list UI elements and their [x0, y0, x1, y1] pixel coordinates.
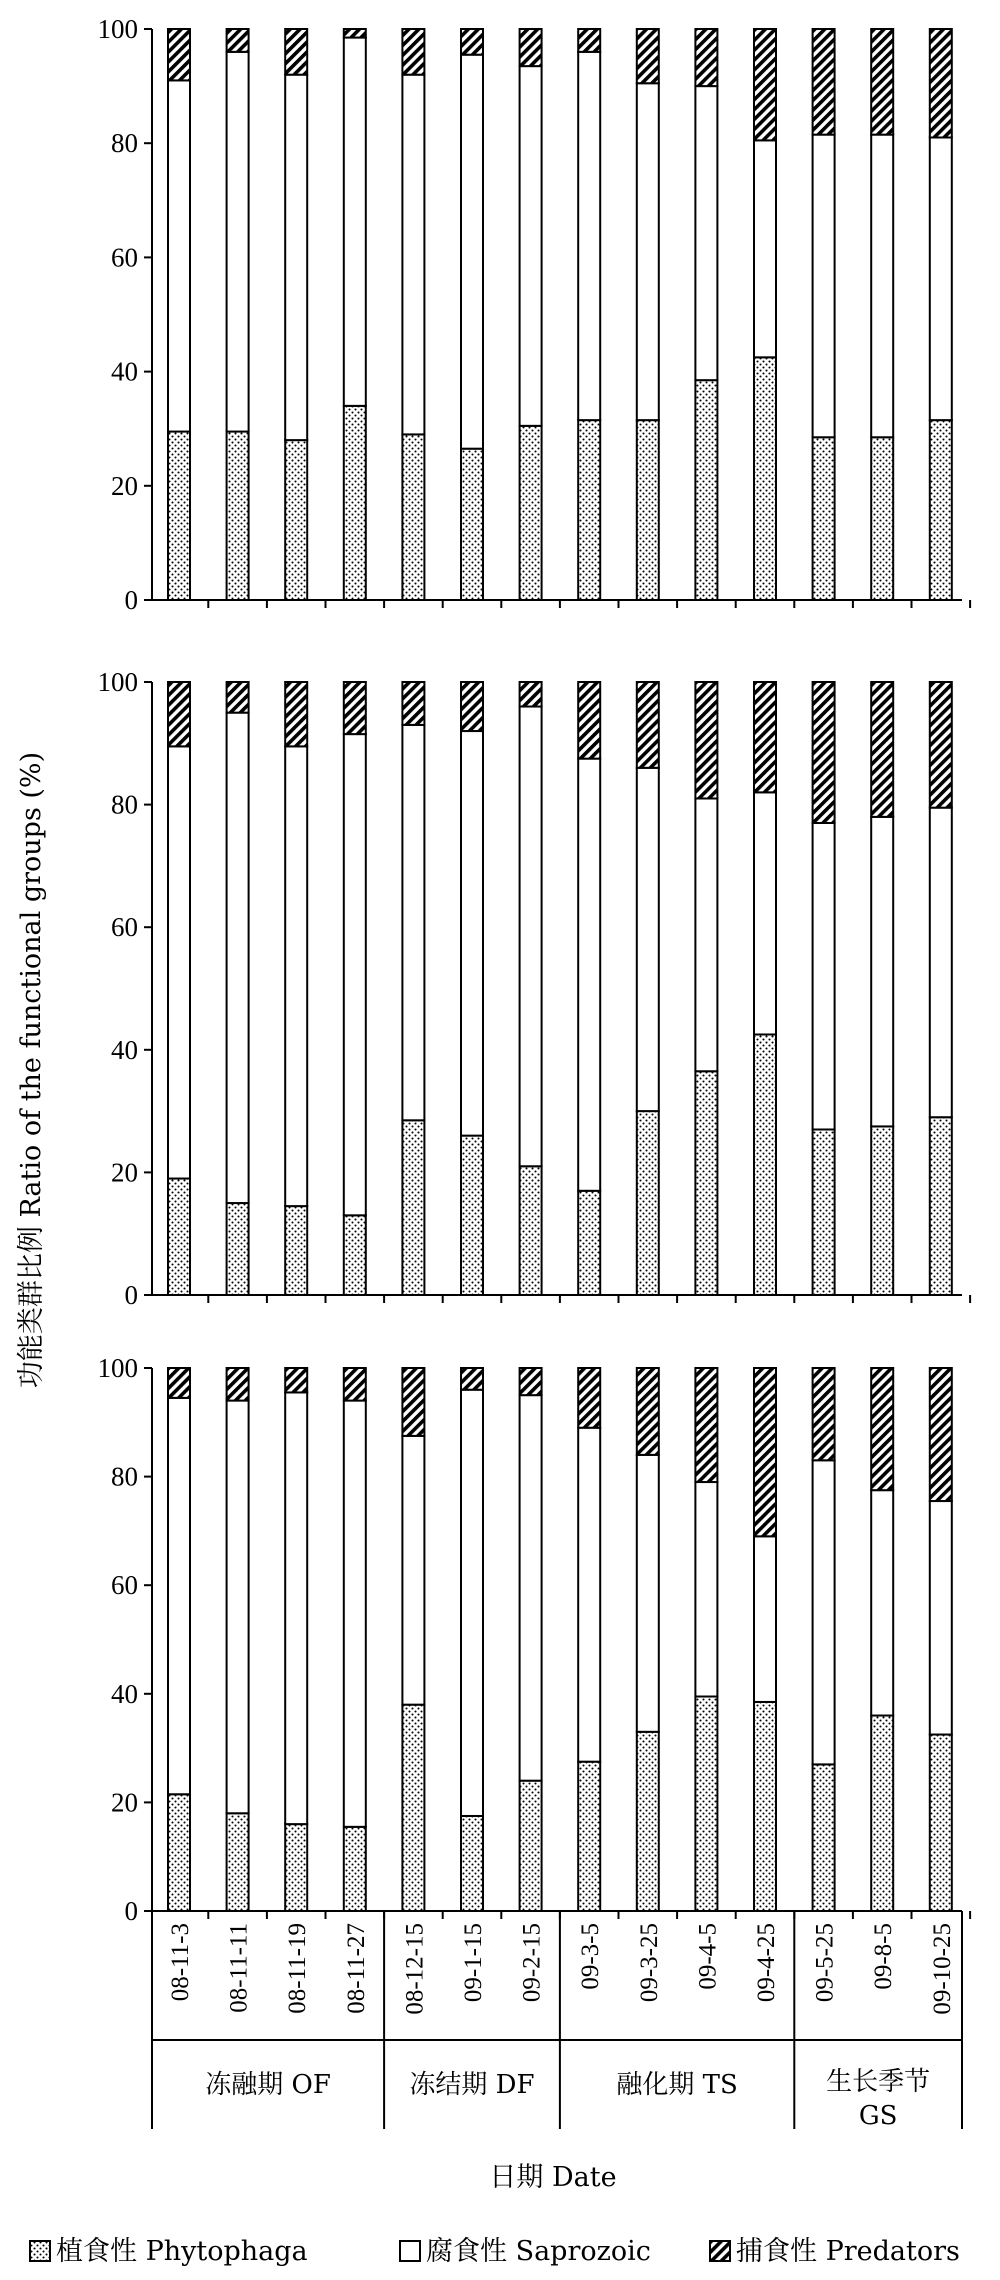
bar-segment-predators [930, 682, 952, 808]
bar-segment-saprozoic [402, 725, 424, 1120]
x-category-label: 09-5-25 [811, 1923, 839, 2003]
bar-segment-phytophaga [871, 437, 893, 600]
bar-segment-saprozoic [871, 1490, 893, 1715]
bar-segment-predators [520, 29, 542, 66]
bar-segment-phytophaga [168, 432, 190, 600]
bar-segment-predators [344, 682, 366, 734]
bar-segment-saprozoic [813, 1460, 835, 1764]
group-label: 融化期 TS [616, 2070, 738, 2100]
x-category-label: 09-8-5 [870, 1923, 898, 1990]
bar-segment-predators [227, 29, 249, 52]
bar-segment-saprozoic [871, 135, 893, 438]
y-tick-label: 20 [111, 470, 138, 501]
x-category-label: 09-4-5 [694, 1923, 722, 1990]
bar-segment-phytophaga [461, 1136, 483, 1295]
y-tick-label: 0 [124, 1280, 138, 1310]
y-tick-label: 60 [111, 242, 138, 273]
bar-segment-predators [930, 29, 952, 137]
bar-segment-phytophaga [695, 380, 717, 600]
bar-segment-phytophaga [227, 1813, 249, 1911]
bar-segment-saprozoic [930, 137, 952, 420]
bar-segment-phytophaga [813, 437, 835, 600]
bar-segment-predators [285, 682, 307, 746]
bar-segment-phytophaga [871, 1126, 893, 1295]
bar-segment-phytophaga [461, 1816, 483, 1911]
bar-segment-saprozoic [754, 792, 776, 1034]
y-tick-label: 80 [111, 128, 138, 159]
bar-segment-saprozoic [930, 808, 952, 1118]
bar-segment-saprozoic [637, 1455, 659, 1732]
y-tick-label: 20 [111, 1787, 138, 1818]
bar-segment-predators [461, 682, 483, 731]
bar-segment-phytophaga [578, 420, 600, 600]
bar-segment-phytophaga [813, 1764, 835, 1911]
bar-segment-saprozoic [695, 798, 717, 1071]
bar-segment-predators [344, 1368, 366, 1401]
bar-segment-phytophaga [930, 1117, 952, 1295]
bar-segment-saprozoic [227, 713, 249, 1203]
bar-segment-phytophaga [402, 1120, 424, 1295]
bar-segment-saprozoic [285, 1392, 307, 1824]
group-label: 冻融期 OF [205, 2070, 331, 2100]
bar-segment-saprozoic [520, 707, 542, 1167]
bar-segment-phytophaga [285, 440, 307, 600]
legend-label: 捕食性 Predators [736, 2236, 960, 2267]
bar-segment-phytophaga [637, 1732, 659, 1911]
legend-label: 植食性 Phytophaga [56, 2236, 308, 2267]
bar-segment-predators [461, 1368, 483, 1390]
bar-segment-predators [754, 682, 776, 792]
group-label: 生长季节 [826, 2067, 931, 2097]
bar-segment-predators [637, 682, 659, 768]
bar-segment-predators [813, 1368, 835, 1460]
y-tick-label: 0 [124, 1896, 138, 1926]
x-category-label: 09-10-25 [928, 1923, 956, 2015]
y-tick-label: 60 [111, 912, 138, 943]
bar-segment-saprozoic [168, 80, 190, 431]
bar-segment-saprozoic [168, 746, 190, 1178]
panel-3 [98, 1353, 971, 1926]
panel-1 [98, 14, 971, 615]
bar-segment-saprozoic [578, 759, 600, 1191]
bar-segment-predators [930, 1368, 952, 1501]
bar-segment-saprozoic [168, 1398, 190, 1794]
bar-segment-saprozoic [227, 1401, 249, 1814]
bar-segment-phytophaga [344, 406, 366, 600]
legend-label: 腐食性 Saprozoic [426, 2236, 651, 2267]
bar-segment-saprozoic [520, 1395, 542, 1781]
bar-segment-phytophaga [813, 1129, 835, 1295]
bar-segment-phytophaga [168, 1794, 190, 1911]
bar-segment-phytophaga [578, 1762, 600, 1911]
y-tick-label: 20 [111, 1157, 138, 1188]
bar-segment-predators [695, 29, 717, 86]
x-category-label: 08-11-19 [284, 1923, 312, 2014]
bar-segment-saprozoic [461, 1390, 483, 1816]
bar-segment-saprozoic [402, 1436, 424, 1705]
bar-segment-predators [871, 29, 893, 135]
bar-segment-saprozoic [695, 1482, 717, 1696]
bar-segment-saprozoic [461, 55, 483, 449]
bar-segment-predators [754, 1368, 776, 1536]
bar-segment-predators [285, 29, 307, 75]
bar-segment-saprozoic [578, 52, 600, 420]
bar-segment-saprozoic [578, 1428, 600, 1762]
bar-segment-phytophaga [695, 1071, 717, 1295]
bar-segment-predators [402, 682, 424, 725]
bar-segment-phytophaga [578, 1191, 600, 1295]
bar-segment-saprozoic [402, 75, 424, 435]
bar-segment-predators [168, 1368, 190, 1398]
bar-segment-phytophaga [930, 1735, 952, 1911]
x-category-label: 09-4-25 [753, 1923, 780, 2003]
bar-segment-predators [695, 682, 717, 798]
bar-segment-predators [168, 682, 190, 746]
bar-segment-phytophaga [168, 1179, 190, 1295]
bar-segment-phytophaga [344, 1215, 366, 1295]
bar-segment-phytophaga [637, 1111, 659, 1295]
bar-segment-phytophaga [402, 1705, 424, 1911]
bar-segment-predators [813, 682, 835, 823]
bar-segment-predators [871, 682, 893, 817]
bar-segment-phytophaga [637, 420, 659, 600]
bar-segment-predators [578, 1368, 600, 1428]
bar-segment-saprozoic [344, 38, 366, 406]
y-tick-label: 80 [111, 1461, 138, 1492]
bar-segment-phytophaga [227, 432, 249, 600]
bar-segment-predators [168, 29, 190, 80]
chart-panels [98, 14, 971, 1926]
legend-swatch-dots [30, 2241, 50, 2261]
bar-segment-phytophaga [344, 1827, 366, 1911]
bar-segment-phytophaga [285, 1824, 307, 1911]
bar-segment-phytophaga [227, 1203, 249, 1295]
bar-segment-phytophaga [930, 420, 952, 600]
bar-segment-predators [461, 29, 483, 55]
bar-segment-predators [285, 1368, 307, 1392]
bar-segment-phytophaga [461, 449, 483, 600]
y-tick-label: 100 [97, 14, 138, 44]
x-category-label: 09-1-15 [460, 1923, 487, 2003]
x-category-label: 08-11-27 [342, 1923, 370, 2014]
x-category-label: 08-12-15 [401, 1923, 429, 2015]
bar-segment-saprozoic [637, 83, 659, 420]
bar-segment-phytophaga [754, 357, 776, 600]
bar-segment-saprozoic [227, 52, 249, 432]
bar-segment-saprozoic [285, 746, 307, 1206]
bar-segment-predators [520, 1368, 542, 1395]
bar-segment-phytophaga [695, 1697, 717, 1911]
bar-segment-phytophaga [285, 1206, 307, 1295]
bar-segment-saprozoic [754, 1536, 776, 1702]
bar-segment-saprozoic [930, 1501, 952, 1734]
bar-segment-saprozoic [695, 86, 717, 380]
bar-segment-predators [578, 682, 600, 759]
bar-segment-phytophaga [520, 1781, 542, 1911]
bar-segment-saprozoic [637, 768, 659, 1111]
bar-segment-predators [637, 1368, 659, 1455]
bar-segment-phytophaga [754, 1702, 776, 1911]
y-tick-label: 0 [124, 585, 138, 615]
bar-segment-phytophaga [520, 426, 542, 600]
bar-segment-predators [520, 682, 542, 707]
x-category-label: 09-3-5 [577, 1923, 605, 1990]
bar-segment-predators [227, 1368, 249, 1401]
y-tick-label: 100 [97, 667, 138, 697]
group-label: GS [858, 2101, 898, 2131]
y-tick-label: 80 [111, 789, 138, 820]
x-category-label: 09-2-15 [518, 1923, 546, 2003]
legend-swatch-white [400, 2241, 420, 2261]
bar-segment-saprozoic [344, 1401, 366, 1827]
legend [30, 2236, 960, 2267]
y-tick-label: 100 [97, 1353, 138, 1383]
bar-segment-saprozoic [754, 140, 776, 357]
y-tick-label: 40 [111, 1034, 138, 1065]
bar-segment-predators [813, 29, 835, 135]
panel-2 [98, 667, 971, 1310]
bar-segment-predators [754, 29, 776, 140]
x-axis [152, 1911, 962, 2131]
bar-segment-saprozoic [520, 66, 542, 426]
bar-segment-saprozoic [285, 75, 307, 440]
bar-segment-phytophaga [871, 1716, 893, 1911]
bar-segment-predators [344, 29, 366, 38]
bar-segment-saprozoic [871, 817, 893, 1127]
bar-segment-predators [402, 29, 424, 75]
bar-segment-predators [227, 682, 249, 713]
bar-segment-predators [637, 29, 659, 83]
y-axis-title: 功能类群比例 Ratio of the functional groups (%) [16, 751, 47, 1389]
bar-segment-predators [578, 29, 600, 52]
y-tick-label: 40 [111, 356, 138, 387]
bar-segment-predators [871, 1368, 893, 1490]
bar-segment-predators [402, 1368, 424, 1436]
x-axis-title: 日期 Date [489, 2162, 617, 2193]
bar-segment-saprozoic [813, 823, 835, 1130]
bar-segment-phytophaga [754, 1034, 776, 1295]
legend-swatch-hatch [710, 2241, 730, 2261]
y-tick-label: 60 [111, 1570, 138, 1601]
bar-segment-predators [695, 1368, 717, 1482]
x-category-label: 08-11-11 [225, 1923, 253, 2013]
x-category-label: 08-11-3 [167, 1923, 194, 2002]
bar-segment-saprozoic [461, 731, 483, 1136]
y-tick-label: 40 [111, 1678, 138, 1709]
bar-segment-saprozoic [344, 734, 366, 1215]
group-label: 冻结期 DF [409, 2070, 535, 2100]
bar-segment-phytophaga [402, 434, 424, 600]
bar-segment-phytophaga [520, 1166, 542, 1295]
bar-segment-saprozoic [813, 135, 835, 438]
x-category-label: 09-3-25 [635, 1923, 663, 2003]
